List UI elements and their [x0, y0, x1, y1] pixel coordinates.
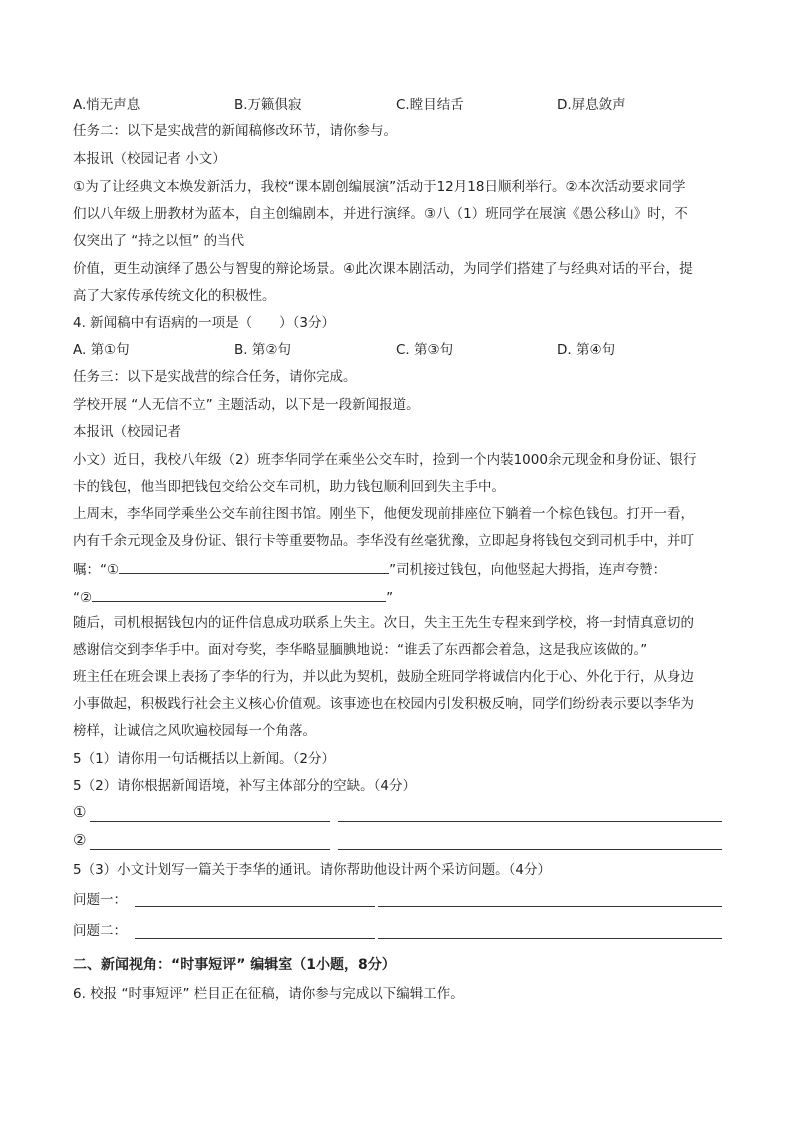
news2-line: 感谢信交到李华手中。面对夸奖，李华略显腼腆地说：“谁丢了东西都会着急，这是我应该做的。”: [73, 642, 648, 658]
question1-label: 问题一：: [73, 892, 127, 908]
quote-open-2: “②: [73, 590, 93, 606]
quote-close-2: ”: [386, 590, 394, 606]
q6-stem: 6. 校报 “时事短评” 栏目正在征稿，请你参与完成以下编辑工作。: [73, 986, 464, 1002]
answer-line[interactable]: [90, 849, 330, 850]
quote-open-1: 嘱：“①: [73, 562, 120, 578]
news2-line: 卡的钱包，他当即把钱包交给公交车司机，助力钱包顺利回到失主手中。: [73, 479, 505, 495]
news2-line: 小文）近日，我校八年级（2）班李华同学在乘坐公交车时，捡到一个内装1000余元现金和身份证、银行: [73, 452, 697, 468]
answer-line[interactable]: [378, 938, 722, 939]
option-d: D.屏息敛声: [557, 97, 626, 113]
q5-3-stem: 5（3）小文计划写一篇关于李华的通讯。请你帮助他设计两个采访问题。（4分）: [73, 862, 552, 878]
answer-line[interactable]: [90, 821, 330, 822]
task3-intro: 任务三：以下是实战营的综合任务，请你完成。: [73, 369, 357, 385]
task3-context: 学校开展 “人无信不立” 主题活动，以下是一段新闻报道。: [73, 397, 420, 413]
news2-line: 班主任在班会课上表扬了李华的行为，并以此为契机，鼓励全班同学将诚信内化于心、外化于行，从身边: [73, 669, 694, 685]
q5-2-stem: 5（2）请你根据新闻语境，补写主体部分的空缺。（4分）: [73, 778, 417, 794]
answer-line[interactable]: [135, 906, 375, 907]
blank2-label: ②: [73, 831, 87, 849]
answer-line[interactable]: [378, 906, 722, 907]
fill-blank-2[interactable]: [92, 587, 386, 602]
q4-option-b: B. 第②句: [234, 342, 291, 358]
q4-option-c: C. 第③句: [396, 342, 454, 358]
news1-line: 仅突出了 “持之以恒” 的当代: [73, 233, 245, 249]
blank1-label: ①: [73, 803, 87, 821]
option-c: C.瞠目结舌: [396, 97, 464, 113]
news2-line-with-blank: [73, 587, 393, 607]
news2-line: 随后，司机根据钱包内的证件信息成功联系上失主。次日，失主王先生专程来到学校，将一封情真意切的: [73, 615, 694, 631]
fill-blank-1[interactable]: [119, 559, 389, 574]
option-a: A.悄无声息: [73, 97, 141, 113]
news2-line: 内有千余元现金及身份证、银行卡等重要物品。李华没有丝毫犹豫，立即起身将钱包交到司机手中，并叮: [73, 533, 694, 549]
news1-line: ①为了让经典文本焕发新活力，我校“课本剧创编展演”活动于12月18日顺利举行。②本次活动要求同学: [73, 179, 686, 195]
news1-byline: 本报讯（校园记者 小文）: [73, 151, 226, 167]
answer-line[interactable]: [338, 849, 722, 850]
news1-line: 高了大家传承传统文化的积极性。: [73, 288, 276, 304]
news1-line: 价值，更生动演绎了愚公与智叟的辩论场景。④此次课本剧活动，为同学们搭建了与经典对话的平台，提: [73, 261, 693, 277]
answer-line[interactable]: [135, 938, 375, 939]
question2-label: 问题二：: [73, 923, 127, 939]
section2-heading: 二、新闻视角：“时事短评” 编辑室（1小题，8分）: [73, 957, 396, 973]
answer-line[interactable]: [338, 821, 722, 822]
news2-line-with-blank: [73, 559, 666, 579]
news1-line: 们以八年级上册教材为蓝本，自主创编剧本，并进行演绎。③八（1）班同学在展演《愚公移山》时，不: [73, 206, 688, 222]
q5-1-stem: 5（1）请你用一句话概括以上新闻。（2分）: [73, 751, 336, 767]
news2-line: 上周末，李华同学乘坐公交车前往图书馆。刚坐下，他便发现前排座位下躺着一个棕色钱包。打开一看，: [73, 506, 694, 522]
quote-close-1: ”司机接过钱包，向他竖起大拇指，连声夸赞：: [389, 562, 667, 578]
news2-line: 榜样，让诚信之风吹遍校园每一个角落。: [73, 723, 316, 739]
task2-intro: 任务二：以下是实战营的新闻稿修改环节，请你参与。: [73, 123, 397, 139]
news2-byline: 本报讯（校园记者: [73, 424, 181, 440]
q4-stem: 4. 新闻稿中有语病的一项是（ ）（3分）: [73, 315, 336, 331]
q4-option-d: D. 第④句: [557, 342, 616, 358]
option-b: B.万籁俱寂: [234, 97, 302, 113]
q4-option-a: A. 第①句: [73, 342, 130, 358]
news2-line: 小事做起，积极践行社会主义核心价值观。该事迹也在校园内引发积极反响，同学们纷纷表示要以李华为: [73, 696, 694, 712]
